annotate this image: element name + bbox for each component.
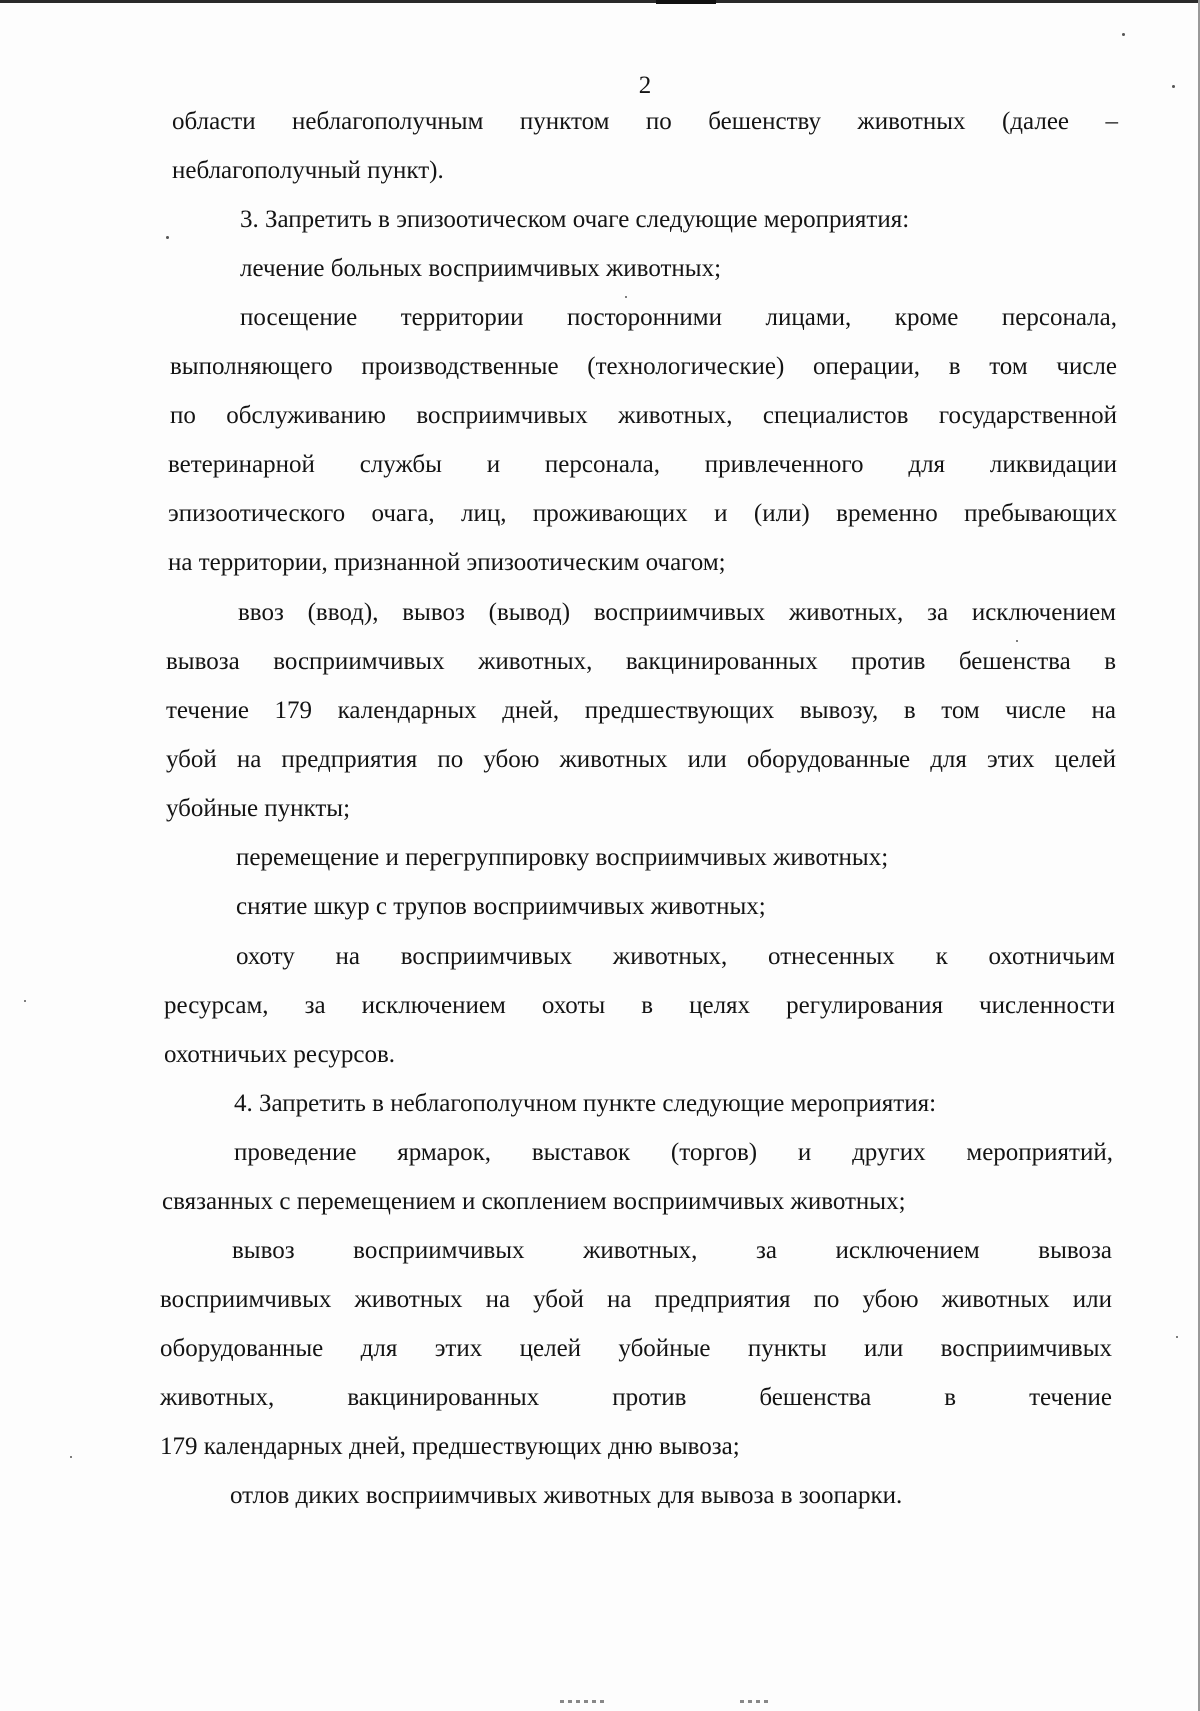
text-line: оборудованные для этих целей убойные пункты или восприимчивых <box>160 1335 1112 1362</box>
text-line: ввоз (ввод), вывоз (вывод) восприимчивых животных, за исключением <box>238 599 1116 626</box>
text-line: убойные пункты; <box>166 795 351 822</box>
scan-speck <box>166 236 169 239</box>
text-line: на территории, признанной эпизоотическим очагом; <box>168 549 726 576</box>
page-number: 2 <box>638 72 652 99</box>
text-line: лечение больных восприимчивых животных; <box>240 255 722 282</box>
text-line: 4. Запретить в неблагополучном пункте следующие мероприятия: <box>234 1090 937 1117</box>
text-line: выполняющего производственные (технологические) операции, в том числе <box>170 353 1117 380</box>
text-line: снятие шкур с трупов восприимчивых животных; <box>236 893 766 920</box>
text-line: перемещение и перегруппировку восприимчивых животных; <box>236 844 889 871</box>
scan-speck <box>24 1000 26 1002</box>
bottom-scan-marks <box>560 1700 604 1703</box>
scan-speck <box>625 296 627 298</box>
scan-speck <box>1016 640 1018 642</box>
text-line: восприимчивых животных на убой на предприятия по убою животных или <box>160 1286 1112 1313</box>
text-line: по обслуживанию восприимчивых животных, специалистов государственной <box>170 402 1117 429</box>
scan-speck <box>1172 85 1175 88</box>
text-line: связанных с перемещением и скоплением восприимчивых животных; <box>162 1188 906 1215</box>
text-line: эпизоотического очага, лиц, проживающих и (или) временно пребывающих <box>168 500 1117 527</box>
text-line: течение 179 календарных дней, предшествующих вывозу, в том числе на <box>166 697 1116 724</box>
text-line: ветеринарной службы и персонала, привлеченного для ликвидации <box>168 451 1117 478</box>
scan-speck <box>1122 33 1125 36</box>
text-line: проведение ярмарок, выставок (торгов) и других мероприятий, <box>234 1139 1113 1166</box>
text-line: ресурсам, за исключением охоты в целях регулирования численности <box>164 992 1115 1019</box>
text-line: вывоза восприимчивых животных, вакцинированных против бешенства в <box>166 648 1116 675</box>
text-line: 3. Запретить в эпизоотическом очаге следующие мероприятия: <box>240 206 910 233</box>
text-line: вывоз восприимчивых животных, за исключением вывоза <box>232 1237 1112 1264</box>
scan-speck <box>1176 1336 1178 1338</box>
bottom-scan-marks <box>740 1700 770 1703</box>
text-line: животных, вакцинированных против бешенства в течение <box>160 1384 1112 1411</box>
text-line: охоту на восприимчивых животных, отнесенных к охотничьим <box>236 943 1115 970</box>
text-line: посещение территории посторонними лицами, кроме персонала, <box>240 304 1117 331</box>
text-line: 179 календарных дней, предшествующих дню вывоза; <box>160 1433 740 1460</box>
text-line: убой на предприятия по убою животных или оборудованные для этих целей <box>166 746 1116 773</box>
text-line: неблагополучный пункт). <box>172 157 444 184</box>
top-border <box>0 0 1200 3</box>
text-line: отлов диких восприимчивых животных для вывоза в зоопарки. <box>230 1482 903 1509</box>
scan-speck <box>70 1456 72 1458</box>
text-line: области неблагополучным пунктом по бешенству животных (далее – <box>172 108 1118 135</box>
text-line: охотничьих ресурсов. <box>164 1041 396 1068</box>
top-border-mark <box>656 0 716 4</box>
